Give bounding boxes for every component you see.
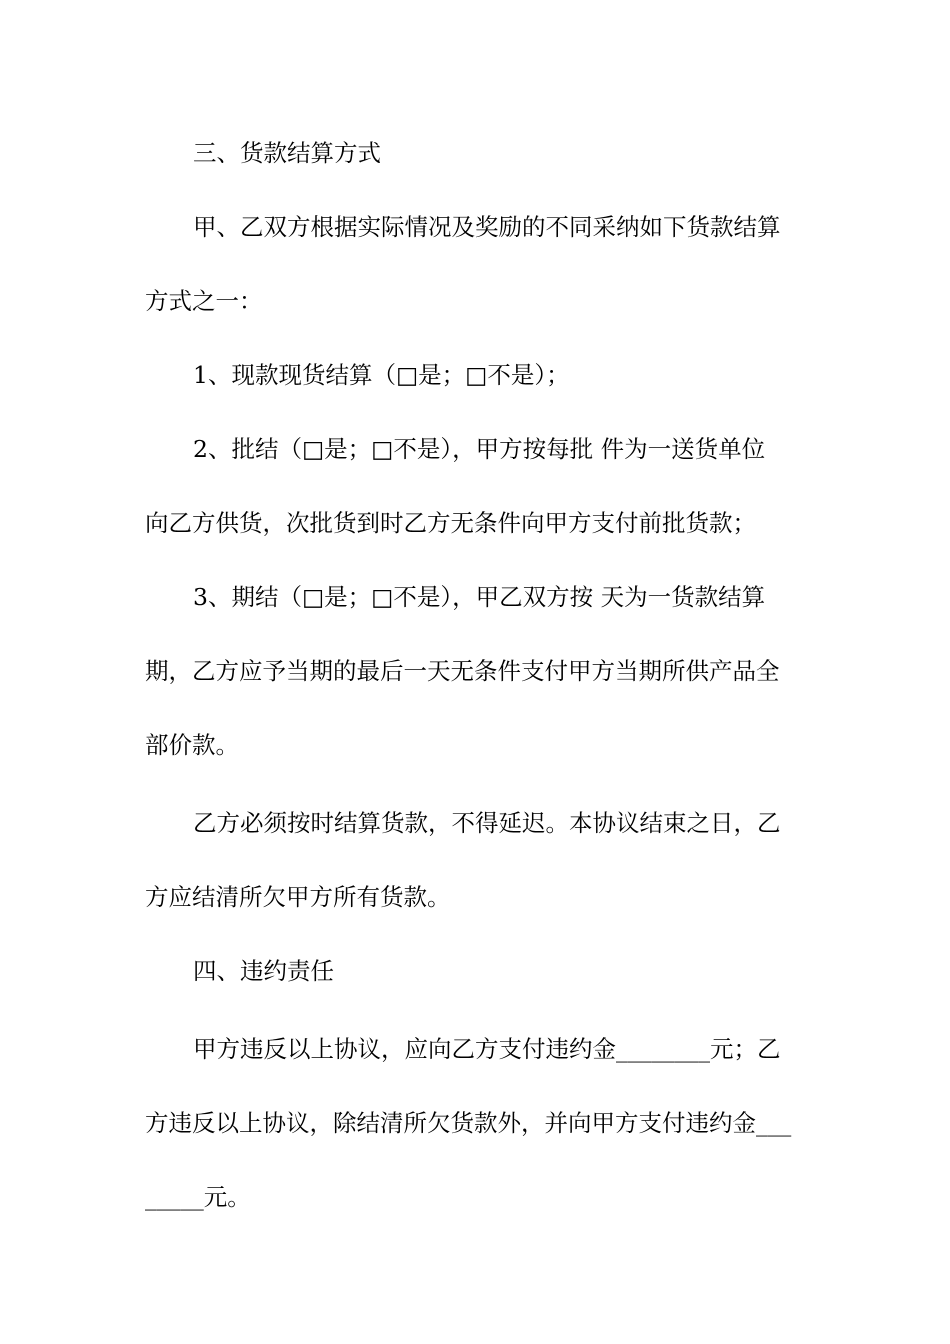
section-heading-payment-settlement: 三、货款结算方式: [193, 139, 381, 167]
section-heading-liability: 四、违约责任: [193, 957, 334, 985]
paragraph-settlement-intro-line-1: 甲、乙双方根据实际情况及奖励的不同采纳如下货款结算: [193, 213, 781, 241]
item-2-batch-settlement-line-1: 2、批结（□是；□不是），甲方按每批 件为一送货单位: [193, 435, 766, 463]
item-1-cash-settlement: 1、现款现货结算（□是；□不是）；: [193, 361, 570, 389]
item-2-batch-settlement-line-2: 向乙方供货，次批货到时乙方无条件向甲方支付前批货款；: [145, 509, 756, 537]
paragraph-timely-payment-line-1: 乙方必须按时结算货款，不得延迟。本协议结束之日，乙: [193, 809, 781, 837]
paragraph-settlement-intro-line-2: 方式之一：: [145, 287, 263, 315]
paragraph-liability-line-3: _____元。: [145, 1183, 251, 1211]
paragraph-timely-payment-line-2: 方应结清所欠甲方所有货款。: [145, 883, 451, 911]
paragraph-liability-line-1: 甲方违反以上协议，应向乙方支付违约金________元；乙: [193, 1035, 781, 1063]
item-3-period-settlement-line-1: 3、期结（□是；□不是），甲乙双方按 天为一货款结算: [193, 583, 766, 611]
item-3-period-settlement-line-3: 部价款。: [145, 731, 239, 759]
paragraph-liability-line-2: 方违反以上协议，除结清所欠货款外，并向甲方支付违约金___: [145, 1109, 792, 1137]
item-3-period-settlement-line-2: 期，乙方应予当期的最后一天无条件支付甲方当期所供产品全: [145, 657, 780, 685]
